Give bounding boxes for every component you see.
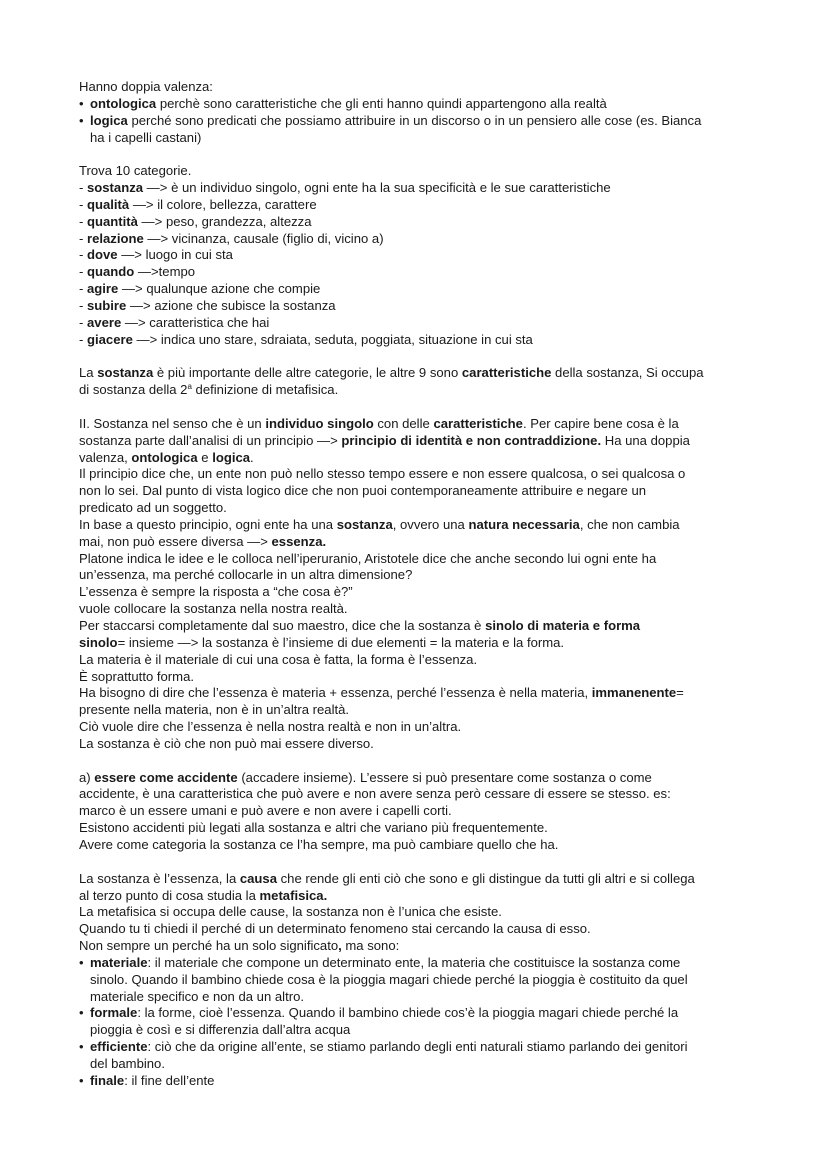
text: che rende gli enti ciò che sono e gli distingue da tutti gli altri e si collega xyxy=(277,870,695,886)
text: II. Sostanza nel senso che è un xyxy=(79,415,266,431)
emphasis: individuo singolo xyxy=(265,415,374,431)
item-text: —>tempo xyxy=(134,264,196,280)
text: a) xyxy=(79,769,95,785)
causa-paragraph xyxy=(79,871,788,955)
list-item: - quando —>tempo xyxy=(79,264,196,280)
emphasis: sostanza xyxy=(336,516,393,532)
list-item xyxy=(79,113,788,147)
emphasis: sostanza xyxy=(97,365,154,381)
term: sostanza xyxy=(87,180,144,196)
list-item xyxy=(79,96,788,113)
item-text: —> caratteristica che hai xyxy=(121,314,270,330)
text: Ciò vuole dire che l’essenza è nella nostra realtà e non in un’altra. xyxy=(79,719,462,735)
emphasis: causa xyxy=(239,870,277,886)
text: . xyxy=(250,449,254,465)
text: Per staccarsi completamente dal suo maestro, dice che la sostanza è xyxy=(79,618,486,633)
item-text: —> vicinanza, causale (figlio di, vicino a) xyxy=(143,230,384,246)
emphasis: sinolo xyxy=(79,634,118,650)
term: quantità xyxy=(87,213,138,229)
term: relazione xyxy=(87,230,144,246)
term: materiale xyxy=(90,954,148,970)
term: qualità xyxy=(87,196,130,212)
item-text: —> peso, grandezza, altezza xyxy=(137,213,312,229)
text: al terzo punto di cosa studia la xyxy=(79,887,260,903)
text: è più importante delle altre categorie, le altre 9 sono xyxy=(153,365,462,381)
text: La materia è il materiale di cui una cosa è fatta, la forma è l’essenza. xyxy=(79,651,478,667)
text: di sostanza della 2 xyxy=(79,382,188,398)
text: = xyxy=(676,685,684,701)
list-item xyxy=(79,955,788,1006)
text: Ha una doppia xyxy=(601,432,690,448)
list-item: - qualità —> il colore, bellezza, carattere xyxy=(79,196,317,212)
item-text: : ciò che da origine all’ente, se stiamo parlando degli enti naturali stiamo parlando dei genitori xyxy=(147,1039,688,1055)
item-text: del bambino. xyxy=(90,1055,165,1071)
text: Ha bisogno di dire che l’essenza è materia + essenza, perché l’essenza è nella materia, xyxy=(79,685,592,701)
text: . Per capire bene cosa è la xyxy=(522,415,679,431)
emphasis: , xyxy=(338,938,342,954)
text: un’essenza, ma perché collocarle in un altra dimensione? xyxy=(79,567,413,583)
term: giacere xyxy=(87,331,133,347)
item-text: —> indica uno stare, sdraiata, seduta, poggiata, situazione in cui sta xyxy=(132,331,533,347)
text: Non sempre un perché ha un solo significato xyxy=(79,938,339,954)
categories-list xyxy=(79,180,788,348)
categories-heading: Trova 10 categorie. xyxy=(79,163,192,179)
term: quando xyxy=(87,264,135,280)
text: sostanza parte dall’analisi di un principio —> xyxy=(79,432,342,448)
item-text: perchè sono caratteristiche che gli enti hanno quindi appartengono alla realtà xyxy=(156,95,607,111)
text: È soprattutto forma. xyxy=(79,668,194,684)
causes-list xyxy=(79,955,788,1090)
item-text: : il materiale che compone un determinato ente, la materia che costituisce la sostanza come xyxy=(147,954,681,970)
item-text: —> azione che subisce la sostanza xyxy=(126,297,336,313)
term: finale xyxy=(90,1072,125,1088)
text: La sostanza è l’essenza, la xyxy=(79,870,240,886)
emphasis: essere come accidente xyxy=(94,769,238,785)
text: non lo sei. Dal punto di vista logico dice che non puoi contemporaneamente attribuire e negare un xyxy=(79,483,647,499)
text: Avere come categoria la sostanza ce l’ha sempre, ma può cambiare quello che ha. xyxy=(79,836,559,852)
text: = insieme —> la sostanza è l’insieme di due elementi = la materia e la forma. xyxy=(117,634,565,650)
text: e xyxy=(197,449,213,465)
term: agire xyxy=(87,281,119,297)
list-item xyxy=(79,1073,788,1090)
text: accidente, è una caratteristica che può avere e non avere senza però cessare di essere se stesso. es: xyxy=(79,786,671,802)
term: formale xyxy=(90,1005,138,1021)
text: , che non cambia xyxy=(579,516,680,532)
term: ontologica xyxy=(90,95,157,111)
term: subire xyxy=(87,297,127,313)
text: presente nella materia, non è in un’altra realtà. xyxy=(79,702,350,718)
list-item xyxy=(79,1005,788,1039)
item-text: pioggia è così e si differenzia dall’altra acqua xyxy=(90,1022,351,1038)
term: avere xyxy=(87,314,122,330)
emphasis: logica xyxy=(212,449,251,465)
text: mai, non può essere diversa —> xyxy=(79,533,272,549)
intro-heading: Hanno doppia valenza: xyxy=(79,79,213,94)
list-item: - avere —> caratteristica che hai xyxy=(79,314,270,330)
text: (accadere insieme). L’essere si può presentare come sostanza o come xyxy=(237,769,652,785)
list-item: - agire —> qualunque azione che compie xyxy=(79,281,321,297)
text: Esistono accidenti più legati alla sostanza e altri che variano più frequentemente. xyxy=(79,820,548,836)
term: logica xyxy=(90,112,128,128)
item-text: —> è un individuo singolo, ogni ente ha la sua specificità e le sue caratteristiche xyxy=(143,180,611,196)
item-text: : la forme, cioè l’essenza. Quando il bambino chiede cos’è la pioggia magari chiede perché la xyxy=(137,1005,679,1021)
item-text: sinolo. Quando il bambino chiede cosa è la pioggia magari chiede perché la pioggia è costituito da quel xyxy=(90,971,688,987)
emphasis: caratteristiche xyxy=(433,415,523,431)
item-text: ha i capelli castani) xyxy=(90,129,202,145)
emphasis: caratteristiche xyxy=(461,365,552,381)
emphasis: sinolo di materia e forma xyxy=(485,618,641,633)
text: predicato ad un soggetto. xyxy=(79,500,227,516)
list-item: - subire —> azione che subisce la sostanza xyxy=(79,297,336,313)
item-text: —> luogo in cui sta xyxy=(117,247,233,263)
list-item: - dove —> luogo in cui sta xyxy=(79,247,233,263)
item-text: —> qualunque azione che compie xyxy=(118,281,321,297)
emphasis: essenza. xyxy=(271,533,327,549)
text: della sostanza, Si occupa xyxy=(551,365,704,381)
term: efficiente xyxy=(90,1039,148,1055)
section-two xyxy=(79,416,788,753)
list-item: - relazione —> vicinanza, causale (figlio di, vicino a) xyxy=(79,230,384,246)
item-text: : il fine dell’ente xyxy=(124,1072,215,1088)
list-item: - sostanza —> è un individuo singolo, ogni ente ha la sua specificità e le sue caratteristiche xyxy=(79,180,611,196)
text: In base a questo principio, ogni ente ha una xyxy=(79,516,337,532)
text: La sostanza è ciò che non può mai essere diverso. xyxy=(79,735,374,751)
text: vuole collocare la sostanza nella nostra realtà. xyxy=(79,601,348,617)
accidente-paragraph xyxy=(79,770,788,854)
text: Il principio dice che, un ente non può nello stesso tempo essere e non essere qualcosa, o sei qualcosa o xyxy=(79,466,686,482)
list-item: - quantità —> peso, grandezza, altezza xyxy=(79,213,312,229)
text: con delle xyxy=(373,415,434,431)
text: La xyxy=(79,365,98,381)
text: definizione di metafisica. xyxy=(191,382,339,398)
emphasis: immanenente xyxy=(591,685,677,701)
text: L’essenza è sempre la risposta a “che cosa è?” xyxy=(79,584,353,600)
text: ma sono: xyxy=(341,938,400,954)
item-text: —> il colore, bellezza, carattere xyxy=(129,196,317,212)
text: Platone indica le idee e le colloca nell’iperuranio, Aristotele dice che anche secondo lui ogni ente ha xyxy=(79,550,657,566)
emphasis: metafisica. xyxy=(259,887,328,903)
text: , ovvero una xyxy=(392,516,469,532)
emphasis: ontologica xyxy=(131,449,198,465)
text: La metafisica si occupa delle cause, la sostanza non è l’unica che esiste. xyxy=(79,904,502,920)
emphasis: natura necessaria xyxy=(468,516,580,532)
text: marco è un essere umani e può avere e non avere i capelli corti. xyxy=(79,803,452,819)
item-text: materiale specifico e non da un altro. xyxy=(90,988,304,1004)
text: Quando tu ti chiedi il perché di un determinato fenomeno stai cercando la causa di esso. xyxy=(79,921,591,937)
emphasis: principio di identità e non contraddizione. xyxy=(341,432,602,448)
text: valenza, xyxy=(79,449,132,465)
sostanza-paragraph xyxy=(79,365,788,399)
item-text: perché sono predicati che possiamo attribuire in un discorso o in un pensiero alle cose (es. Bianca xyxy=(127,112,702,128)
superscript: a xyxy=(187,382,192,392)
term: dove xyxy=(87,247,118,263)
list-item xyxy=(79,1039,788,1073)
list-item: - giacere —> indica uno stare, sdraiata, seduta, poggiata, situazione in cui sta xyxy=(79,331,533,347)
